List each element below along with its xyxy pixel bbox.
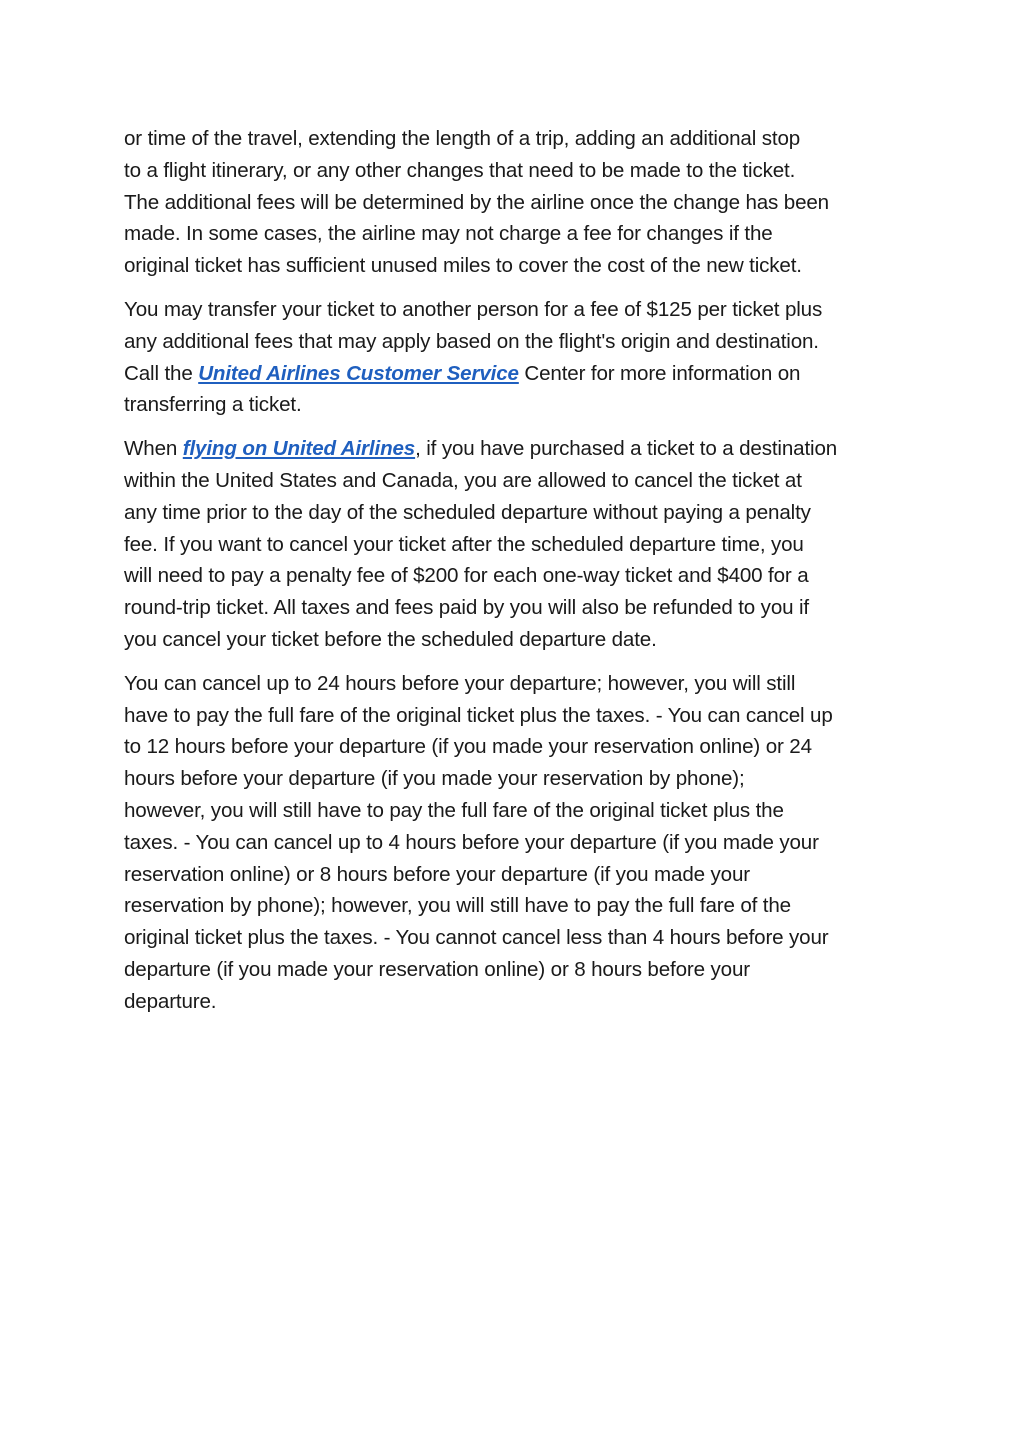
text-line: You can cancel up to 24 hours before your departure; however, you will still: [124, 671, 796, 695]
text-line: reservation by phone); however, you will still have to pay the full fare of the: [124, 894, 791, 918]
text-line: any time prior to the day of the scheduled departure without paying a penalty: [124, 500, 811, 524]
text-segment: When: [124, 437, 183, 461]
text-line: [124, 433, 904, 465]
text-line: transferring a ticket.: [124, 393, 302, 417]
text-line: any additional fees that may apply based on the flight's origin and destination.: [124, 329, 819, 353]
text-line: original ticket has sufficient unused miles to cover the cost of the new ticket.: [124, 254, 802, 278]
text-line: You may transfer your ticket to another person for a fee of $125 per ticket plus: [124, 297, 823, 321]
text-line: you cancel your ticket before the scheduled departure date.: [124, 627, 657, 651]
paragraph-cancellation-windows: [124, 668, 904, 1018]
paragraph-ticket-transfer: [124, 294, 904, 421]
text-line: departure (if you made your reservation online) or 8 hours before your: [124, 957, 750, 981]
text-line: made. In some cases, the airline may not charge a fee for changes if the: [124, 222, 773, 246]
text-line: original ticket plus the taxes. - You cannot cancel less than 4 hours before your: [124, 926, 829, 950]
flying-united-link[interactable]: flying on United Airlines: [182, 437, 416, 461]
text-line: taxes. - You can cancel up to 4 hours before your departure (if you made your: [124, 830, 819, 854]
text-line: [124, 358, 904, 390]
paragraph-ticket-changes: [124, 123, 904, 282]
text-line: will need to pay a penalty fee of $200 for each one-way ticket and $400 for a: [124, 564, 809, 588]
text-line: to 12 hours before your departure (if you made your reservation online) or 24: [124, 735, 812, 759]
text-segment: , if you have purchased a ticket to a destination: [415, 437, 838, 461]
text-line: departure.: [124, 989, 217, 1013]
text-line: round-trip ticket. All taxes and fees paid by you will also be refunded to you if: [124, 596, 810, 620]
text-line: however, you will still have to pay the full fare of the original ticket plus the: [124, 798, 784, 822]
text-line: have to pay the full fare of the original ticket plus the taxes. - You can cancel up: [124, 703, 833, 727]
customer-service-link[interactable]: United Airlines Customer Service: [198, 361, 519, 385]
text-line: hours before your departure (if you made your reservation by phone);: [124, 767, 745, 791]
text-line: to a flight itinerary, or any other changes that need to be made to the ticket.: [124, 158, 796, 182]
text-segment: Call the: [124, 361, 199, 385]
document-body: [124, 123, 904, 1030]
text-line: or time of the travel, extending the length of a trip, adding an additional stop: [124, 127, 801, 150]
text-segment: Center for more information on: [518, 361, 801, 385]
text-line: fee. If you want to cancel your ticket after the scheduled departure time, you: [124, 532, 804, 556]
text-line: The additional fees will be determined by the airline once the change has been: [124, 190, 829, 214]
text-line: within the United States and Canada, you are allowed to cancel the ticket at: [124, 468, 802, 492]
paragraph-cancellation-policy: [124, 433, 904, 656]
text-line: reservation online) or 8 hours before your departure (if you made your: [124, 862, 750, 886]
